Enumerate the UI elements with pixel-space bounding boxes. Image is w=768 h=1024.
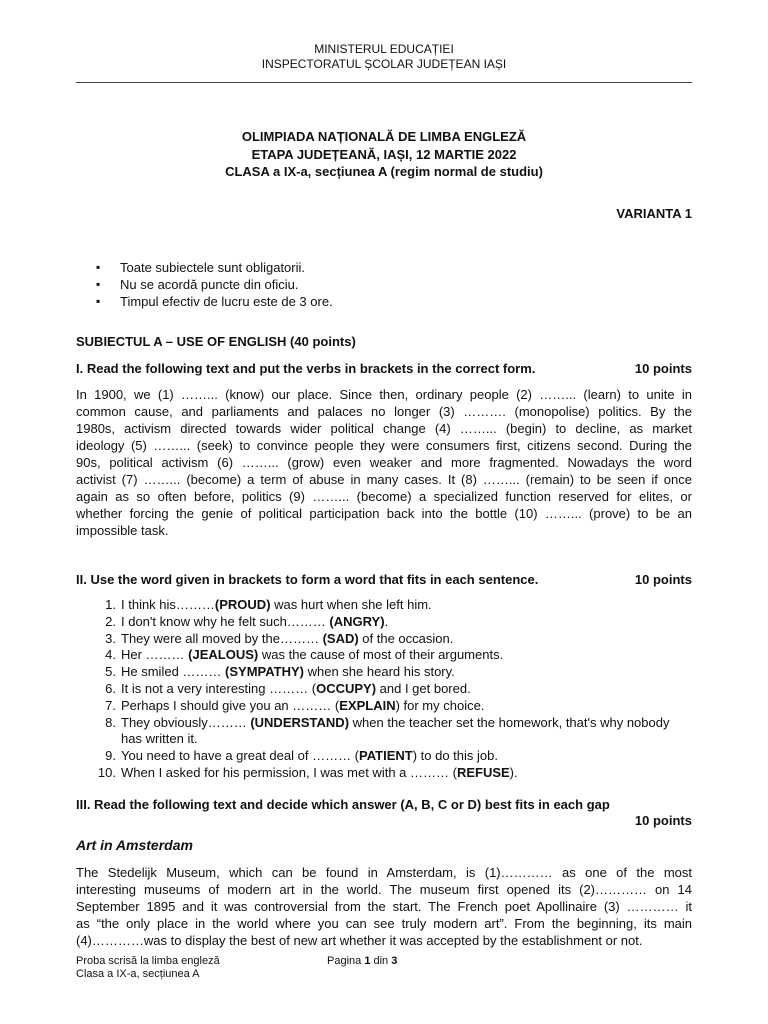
task-2-list [76, 597, 692, 782]
text-line: as “the only place in the world where you can see truly modern art”. From the beginning, its main [76, 916, 692, 931]
passage-title: Art in Amsterdam [76, 837, 193, 853]
inspectorate-name: INSPECTORATUL ȘCOLAR JUDEȚEAN IAȘI [261, 57, 507, 71]
task-1-points: 10 points [634, 361, 692, 376]
task-3-text [76, 864, 692, 949]
task-1-instruction: I. Read the following text and put the verbs in brackets in the correct form. [76, 361, 536, 376]
task-2-points: 10 points [634, 572, 692, 587]
task-2-instruction: II. Use the word given in brackets to form a word that fits in each sentence. [76, 572, 539, 587]
task-1-heading [76, 361, 692, 376]
task-3-heading: III. Read the following text and decide which answer (A, B, C or D) best fits in each gap [76, 797, 610, 812]
olympiad-title: OLIMPIADA NAȚIONALĂ DE LIMBA ENGLEZĂ [241, 129, 527, 144]
list-item: 10. When I asked for his permission, I was met with a ……… (REFUSE). [97, 764, 518, 780]
list-item: 3. They were all moved by the……… (SAD) of the occasion. [105, 630, 454, 646]
instruction-item: ▪ Toate subiectele sunt obligatorii. [96, 259, 333, 276]
list-item: 6. It is not a very interesting ……… (OCCUPY) and I get bored. [105, 680, 471, 696]
list-item: 1. I think his………(PROUD) was hurt when she left him. [105, 597, 432, 612]
text-line: activist (7) ……... (become) a term of abuse in many cases. It (8) ……... (remain) to be seen if once [76, 472, 692, 487]
text-line: interesting museums of modern art in the world. The museum first opened its (2)………… on 14 [76, 882, 692, 897]
task-3-points: 10 points [634, 813, 692, 828]
text-line: 90s, political activism (6) ……... (grow) even weaker and more fragmented. Nowadays the word [76, 455, 692, 470]
text-line: again as so often before, politics (9) ……... (become) a specialized function reserved for elites, or [76, 489, 692, 504]
footer-subject: Proba scrisă la limba engleză [76, 955, 220, 967]
list-item: 7. Perhaps I should give you an ……… (EXPLAIN) for my choice. [105, 697, 485, 713]
instruction-item: ▪ Nu se acordă puncte din oficiu. [96, 276, 333, 293]
text-line: ideology (5) ……... (seek) to convince people they were consumers first, citizens second. During the [76, 438, 692, 453]
list-item: 4. Her ……… (JEALOUS) was the cause of most of their arguments. [105, 647, 504, 663]
task-2-heading [76, 572, 692, 587]
text-line: whether forcing the genie of political participation back into the bottle (10) ……... (prove) to be an [76, 506, 692, 521]
ministry-name: MINISTERUL EDUCAȚIEI [314, 42, 454, 56]
page-number: Pagina 1 din 3 [327, 955, 398, 967]
text-line: impossible task. [76, 523, 169, 538]
text-line: common cause, and parliaments and palaces no longer (3) ………. (monopolise) politics. By the [76, 404, 692, 419]
task-1-text [76, 386, 692, 539]
footer-left [76, 955, 220, 981]
list-item: 5. He smiled ……… (SYMPATHY) when she heard his story. [105, 664, 455, 680]
stage-date: ETAPA JUDEȚEANĂ, IAȘI, 12 MARTIE 2022 [251, 147, 517, 162]
text-line: In 1900, we (1) ……... (know) our place. Since then, ordinary people (2) ……... (learn) to unite in [76, 387, 692, 402]
class-section: CLASA a IX-a, secțiunea A (regim normal de studiu) [225, 164, 543, 179]
footer-class: Clasa a IX-a, secțiunea A [76, 968, 200, 980]
text-line: (4)…………was to display the best of new art whether it was accepted by the establishment or not. [76, 933, 643, 948]
text-line: September 1895 and it was controversial from the start. The French poet Apollinaire (3) ………… it [76, 899, 692, 914]
section-a-heading: SUBIECTUL A – USE OF ENGLISH (40 points) [76, 334, 356, 349]
list-item: 2. I don't know why he felt such……… (ANGRY). [105, 613, 389, 629]
instruction-item: ▪ Timpul efectiv de lucru este de 3 ore. [96, 293, 333, 310]
text-line: 1980s, activism directed towards wider political change (4) ……... (begin) to decline, as market [76, 421, 692, 436]
list-item: 9. You need to have a great deal of ……… (PATIENT) to do this job. [105, 748, 498, 764]
variant-label: VARIANTA 1 [616, 206, 692, 221]
list-item: 8. They obviously……… (UNDERSTAND) when the teacher set the homework, that's why nobody has written it. [105, 714, 670, 747]
instructions-list [96, 259, 333, 310]
header-divider [76, 82, 692, 83]
text-line: The Stedelijk Museum, which can be found in Amsterdam, is (1)………… as one of the most [76, 865, 692, 880]
